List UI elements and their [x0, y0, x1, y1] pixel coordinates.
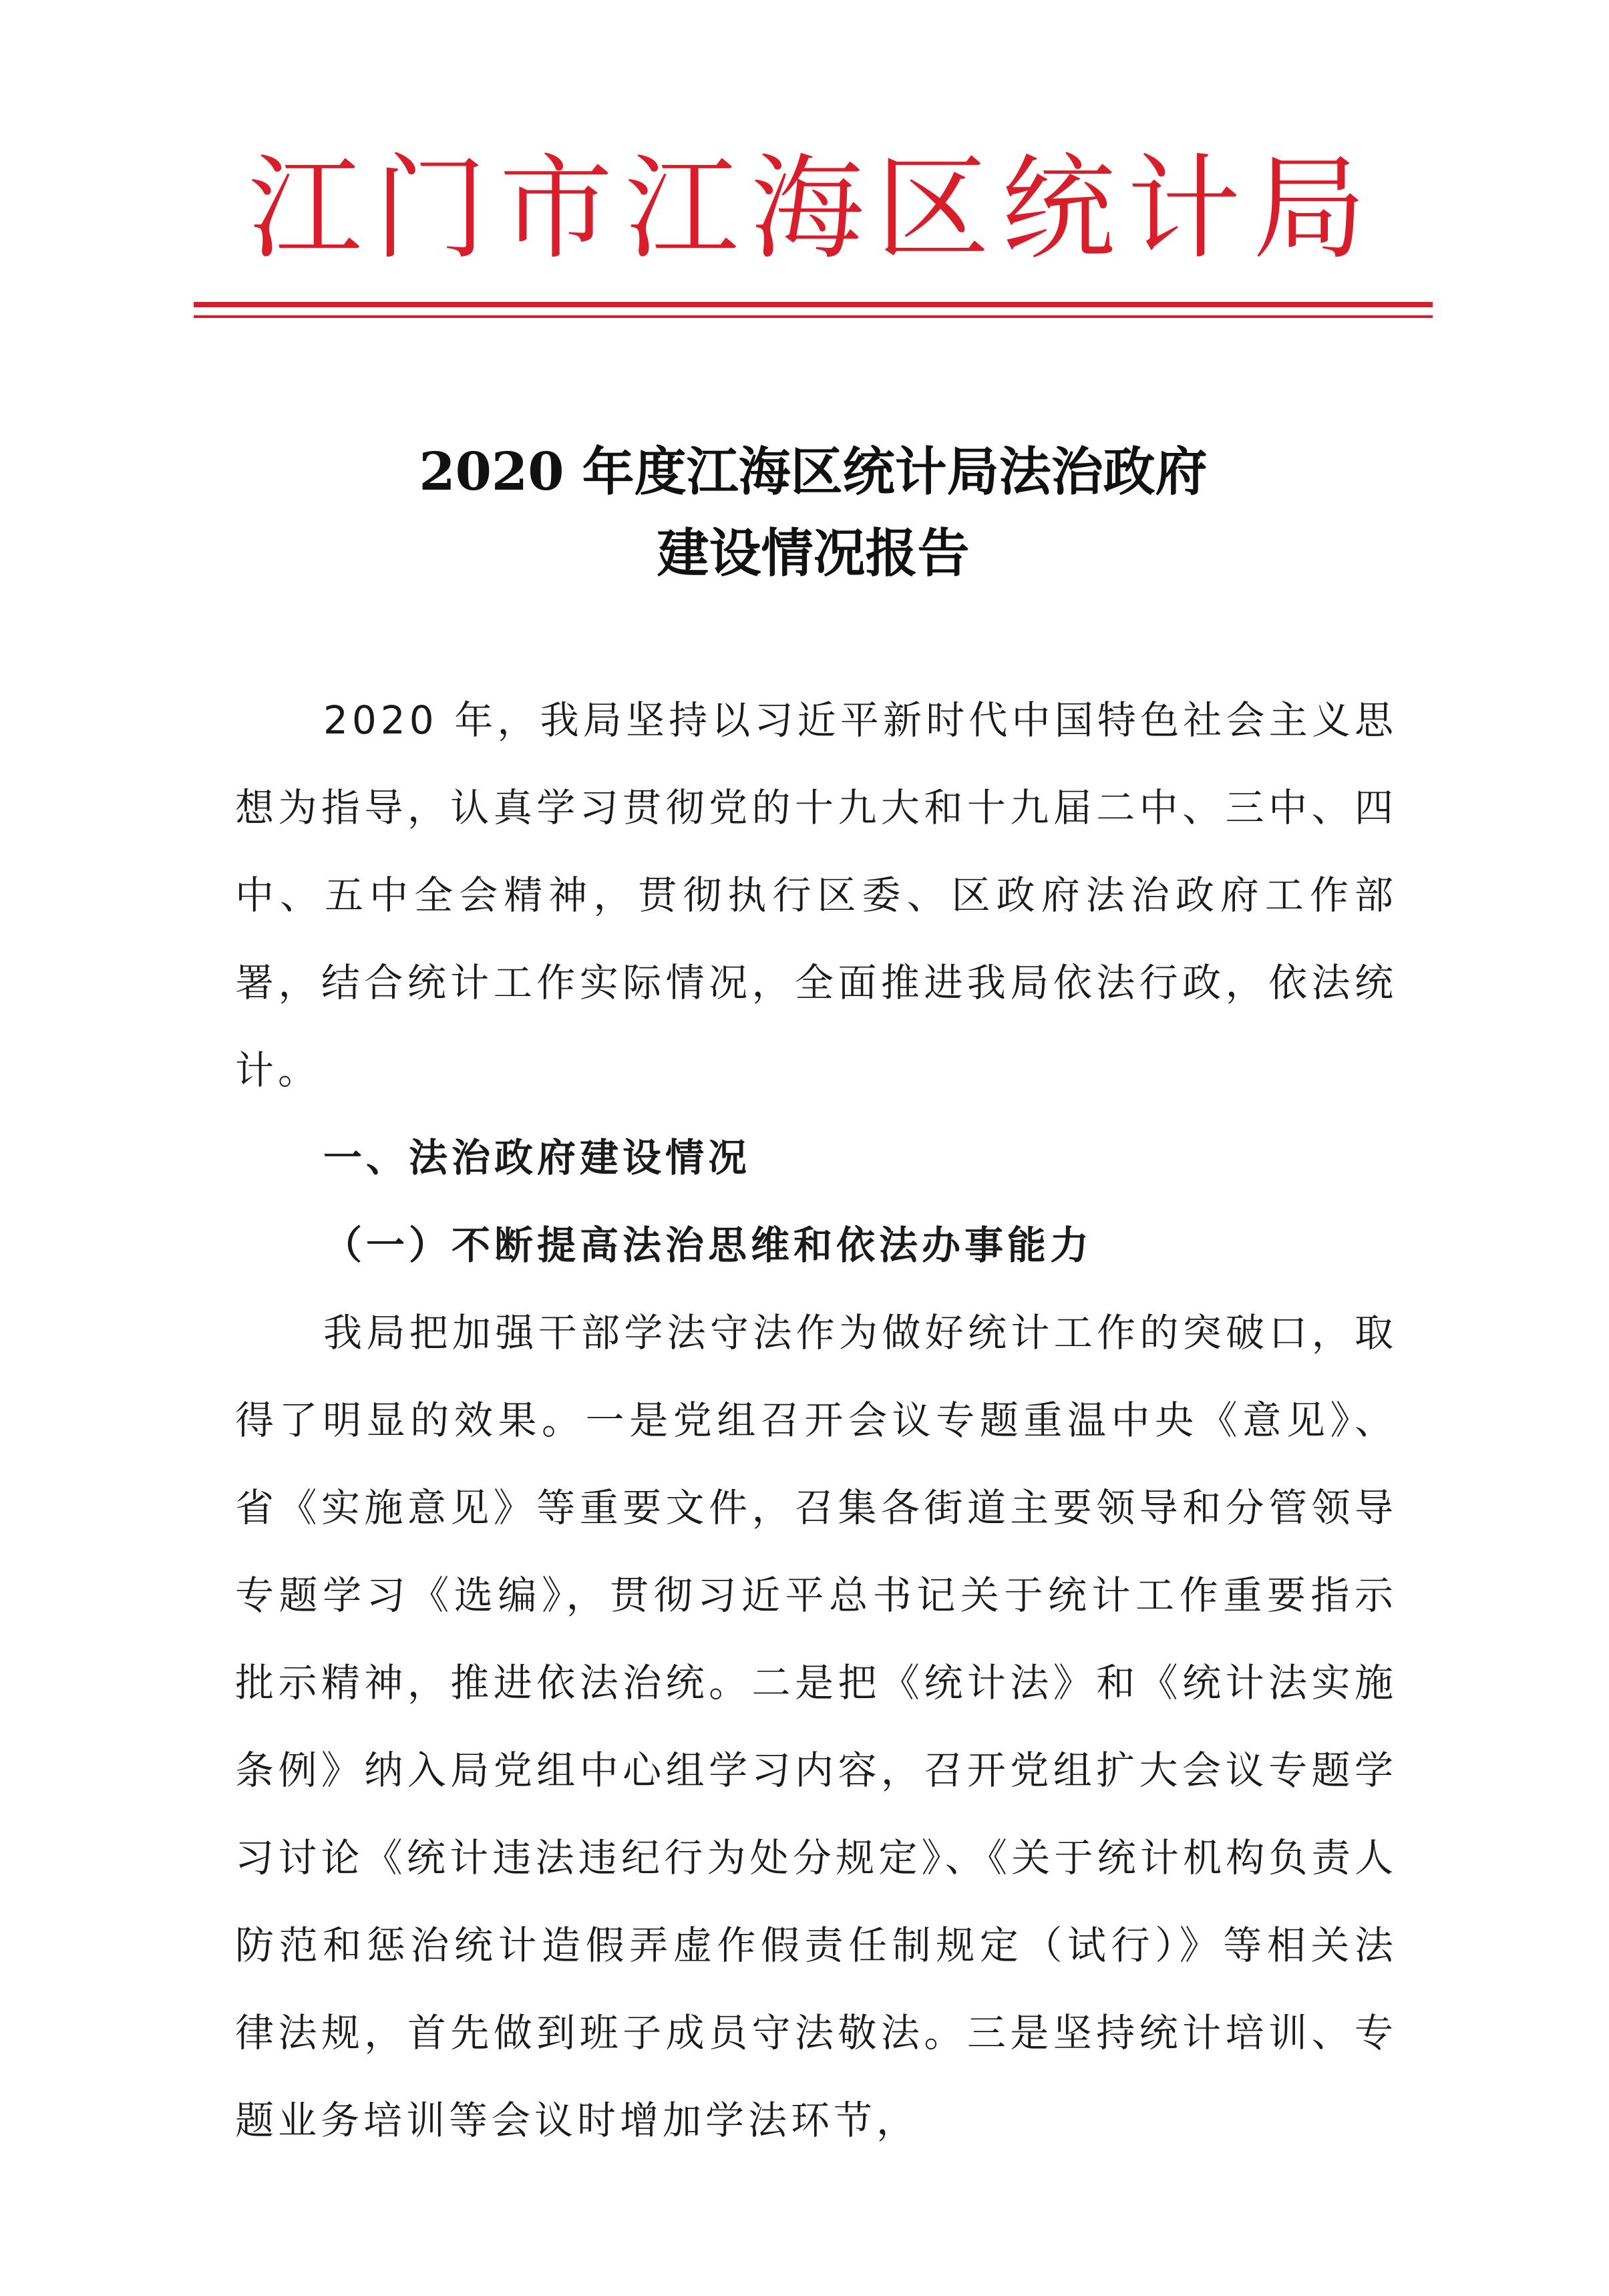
subsection-1-paragraph: 我局把加强干部学法守法作为做好统计工作的突破口，取得了明显的效果。一是党组召开会议专题重温中央《意见》、省《实施意见》等重要文件，召集各街道主要领导和分管领导专题学习《选编》，贯彻习近平总书记关于统计工作重要指示批示精神，推进依法治统。二是把《统计法》和《统计法实施条例》纳入局党组中心组学习内容，召开党组扩大会议专题学习讨论《统计违法违纪行为处分规定》、《关于统计机构负责人防范和惩治统计造假弄虚作假责任制规定（试行）》等相关法律法规，首先做到班子成员守法敬法。三是坚持统计培训、专题业务培训等会议时增加学法环节，	[235, 1310, 1397, 2143]
subsection-1-heading: （一）不断提高法治思维和依法办事能力	[323, 1222, 1093, 1268]
document-body	[235, 677, 1397, 2164]
letterhead-rule-thin	[194, 315, 1433, 318]
section-1-heading: 一、法治政府建设情况	[323, 1135, 751, 1180]
intro-paragraph: 2020 年，我局坚持以习近平新时代中国特色社会主义思想为指导，认真学习贯彻党的十九大和十九届二中、三中、四中、五中全会精神，贯彻执行区委、区政府法治政府工作部署，结合统计工作实际情况，全面推进我局依法行政，依法统计。	[235, 697, 1397, 1093]
document-title-line-1: 2020 年度江海区统计局法治政府	[419, 442, 1208, 502]
letterhead-org-name: 江门市江海区统计局	[248, 143, 1379, 275]
letterhead-rule-thick	[194, 302, 1433, 307]
document-title-line-2: 建设情况报告	[657, 523, 970, 584]
